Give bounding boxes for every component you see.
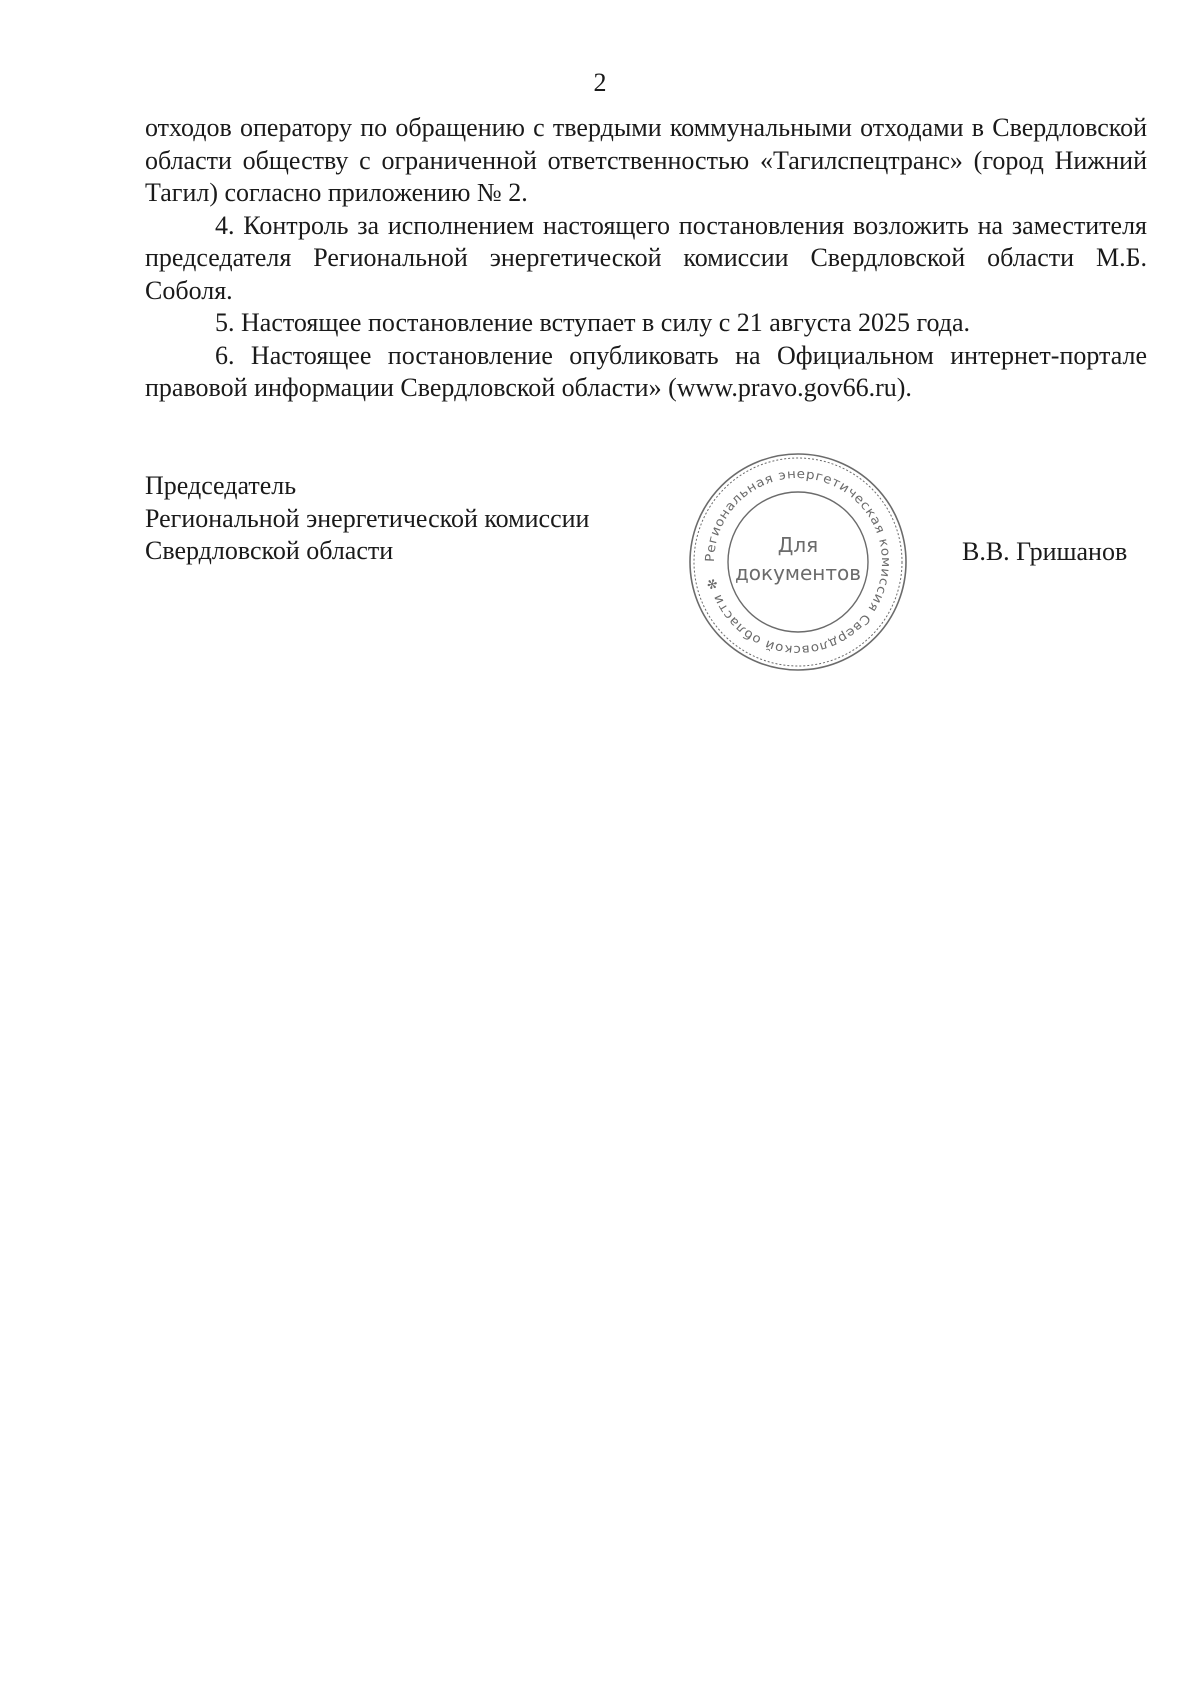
signatory-name: В.В. Гришанов bbox=[962, 537, 1128, 566]
seal-icon bbox=[684, 448, 912, 676]
paragraph-control: 4. Контроль за исполнением настоящего постановления возложить на заместителя председателя Региональной энергетической комиссии Свердловской области М.Б. Соболя. bbox=[145, 210, 1147, 305]
paragraph-continuation: отходов оператору по обращению с твердыми коммунальными отходами в Свердловской области обществу с ограниченной ответственностью «Тагилспецтранс» (город Нижний Тагил) согласно приложению № 2. bbox=[145, 113, 1147, 207]
paragraph-publication: 6. Настоящее постановление опубликовать на Официальном интернет-портале правовой информации Свердловской области» (www.pravo.gov66.ru). bbox=[145, 340, 1147, 402]
seal-center-line-2: документов bbox=[734, 561, 862, 585]
signature-position-line: Свердловской области bbox=[145, 536, 394, 565]
signature-position-line: Председатель bbox=[145, 471, 297, 500]
signature-position bbox=[145, 470, 589, 568]
page-number: 2 bbox=[593, 68, 607, 97]
document-body bbox=[145, 112, 1147, 405]
seal-ring-text: Региональная энергетическая комиссия Свердловской области ✻ bbox=[701, 465, 895, 659]
official-seal bbox=[684, 448, 912, 676]
paragraph-effective-date: 5. Настоящее постановление вступает в силу с 21 августа 2025 года. bbox=[215, 308, 971, 337]
seal-center-line-1: Для bbox=[777, 533, 819, 557]
signature-position-line: Региональной энергетической комиссии bbox=[145, 503, 590, 533]
